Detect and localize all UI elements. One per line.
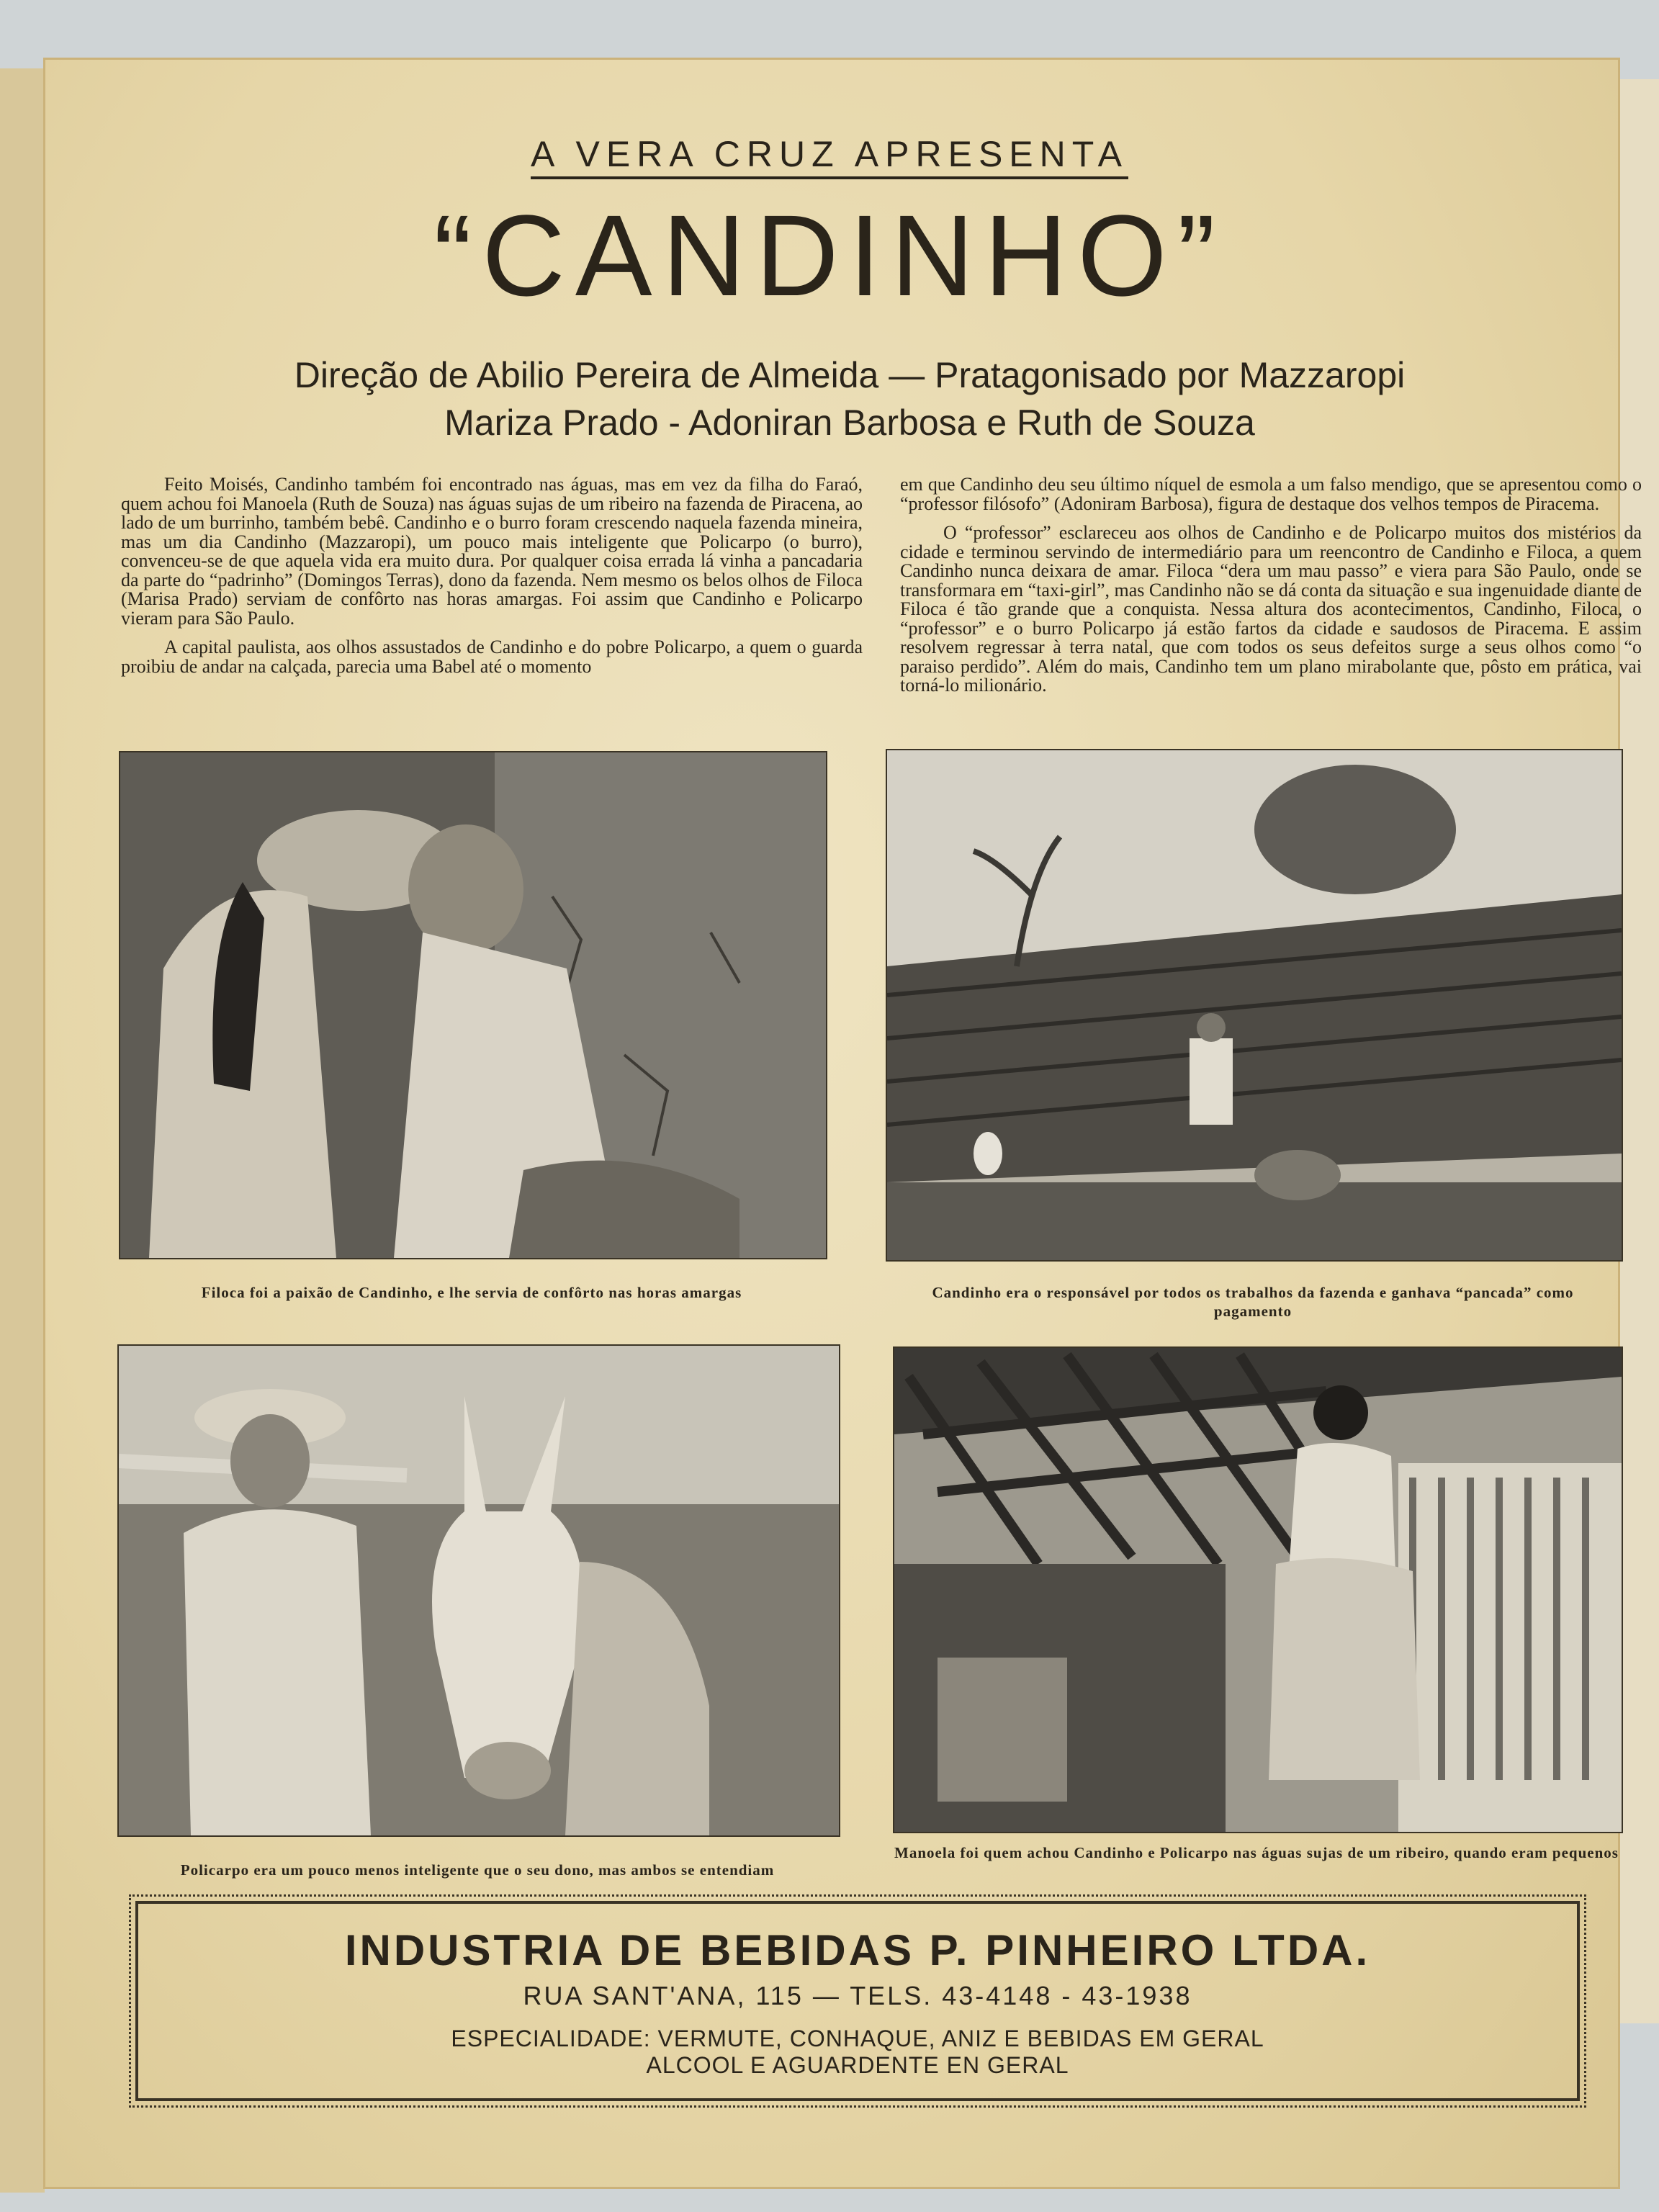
article-column-left	[121, 475, 863, 676]
photo-manoela	[893, 1346, 1623, 1833]
photo-caption: Policarpo era um pouco menos inteligente que o seu dono, mas ambos se entendiam	[180, 1861, 775, 1879]
left-page-edge	[0, 68, 45, 2193]
article-paragraph: O “professor” esclareceu aos olhos de Candinho e de Policarpo muitos dos mistérios da cidade e terminou servindo de intermediário para um reencontro de Candinho e Filoca, a quem Candinho nunca deixara de amar. Filoca “dera um mau passo” e viera para São Paulo, onde se transformara em “taxi-girl”, mas Candinho não se dá conta da situação e sua ingenuidade diante de Filoca é tão grande que a conquista. Nessa altura dos acontecimentos, Candinho, Filoca, o “professor” e o burro Policarpo já estão fartos da cidade e saudosos de Piracema. E assim resolvem regressar à terra natal, que com todos os seus defeitos surge a seus olhos como “o paraiso perdido”. Além do mais, Candinho tem um plano mirabolante que, pôsto em prática, vai torná-lo milionário.	[900, 522, 1642, 696]
article-paragraph: em que Candinho deu seu último níquel de esmola a um falso mendigo, que se apresentou como o “professor filósofo” (Adoniram Barbosa), figura de destaque dos velhos tempos de Piracema.	[900, 474, 1642, 514]
article-paragraph: Feito Moisés, Candinho também foi encontrado nas águas, mas em vez da filha do Faraó, quem achou foi Manoela (Ruth de Souza) nas águas sujas de um ribeiro na fazenda de Piracena, ao lado de um burrinho, também bebê. Candinho e o burro foram crescendo naquela fazenda mineira, mas um dia Candinho (Mazzaropi), um pouco mais inteligente que Policarpo (o burro), convenceu-se de que aquela vida era muito dura. Por qualquer coisa errada lá vinha a pancadaria da parte do “padrinho” (Domingos Terras), dono da fazenda. Nem mesmo os belos olhos de Filoca (Marisa Prado) serviam de confôrto nas horas amargas. Foi assim que Candinho e Policarpo vieram para São Paulo.	[121, 474, 863, 629]
photo-policarpo-image	[119, 1346, 839, 1835]
photo-caption: Filoca foi a paixão de Candinho, e lhe servia de confôrto nas horas amargas	[201, 1284, 742, 1301]
credits	[144, 351, 1555, 446]
photo-caption: Candinho era o responsável por todos os trabalhos da fazenda e ganhava “pancada” como pagamento	[932, 1284, 1574, 1320]
photo-fazenda	[886, 749, 1623, 1262]
kicker-text: A VERA CRUZ APRESENTA	[531, 133, 1128, 179]
advertiser-address: RUA SANT'ANA, 115 — TELS. 43-4148 - 43-1938	[523, 1981, 1192, 2010]
advertiser-name: INDUSTRIA DE BEBIDAS P. PINHEIRO LTDA.	[344, 1926, 1371, 1974]
photo-filoca-candinho-image	[120, 752, 826, 1258]
photo-caption: Manoela foi quem achou Candinho e Policarpo nas águas sujas de um ribeiro, quando eram pequenos	[894, 1844, 1619, 1861]
advertisement-box	[135, 1901, 1580, 2101]
article-paragraph: A capital paulista, aos olhos assustados de Candinho e do pobre Policarpo, a quem o guarda proibiu de andar na calçada, parecia uma Babel até o momento	[121, 637, 863, 677]
photo-fazenda-image	[887, 750, 1622, 1260]
credits-line-2: Mariza Prado - Adoniran Barbosa e Ruth de Souza	[444, 403, 1255, 443]
photo-policarpo	[117, 1344, 840, 1837]
kicker-heading	[0, 133, 1659, 179]
photo-manoela-image	[894, 1348, 1622, 1832]
credits-line-1: Direção de Abilio Pereira de Almeida — Pratagonisado por Mazzaropi	[294, 355, 1406, 395]
advertiser-specialty-2: ALCOOL E AGUARDENTE EN GERAL	[646, 2052, 1069, 2078]
article-column-right	[900, 475, 1642, 696]
photo-filoca-candinho	[119, 751, 827, 1259]
film-title: “CANDINHO”	[433, 191, 1226, 320]
advertiser-specialty: ESPECIALIDADE: VERMUTE, CONHAQUE, ANIZ E BEBIDAS EM GERAL	[451, 2026, 1264, 2051]
